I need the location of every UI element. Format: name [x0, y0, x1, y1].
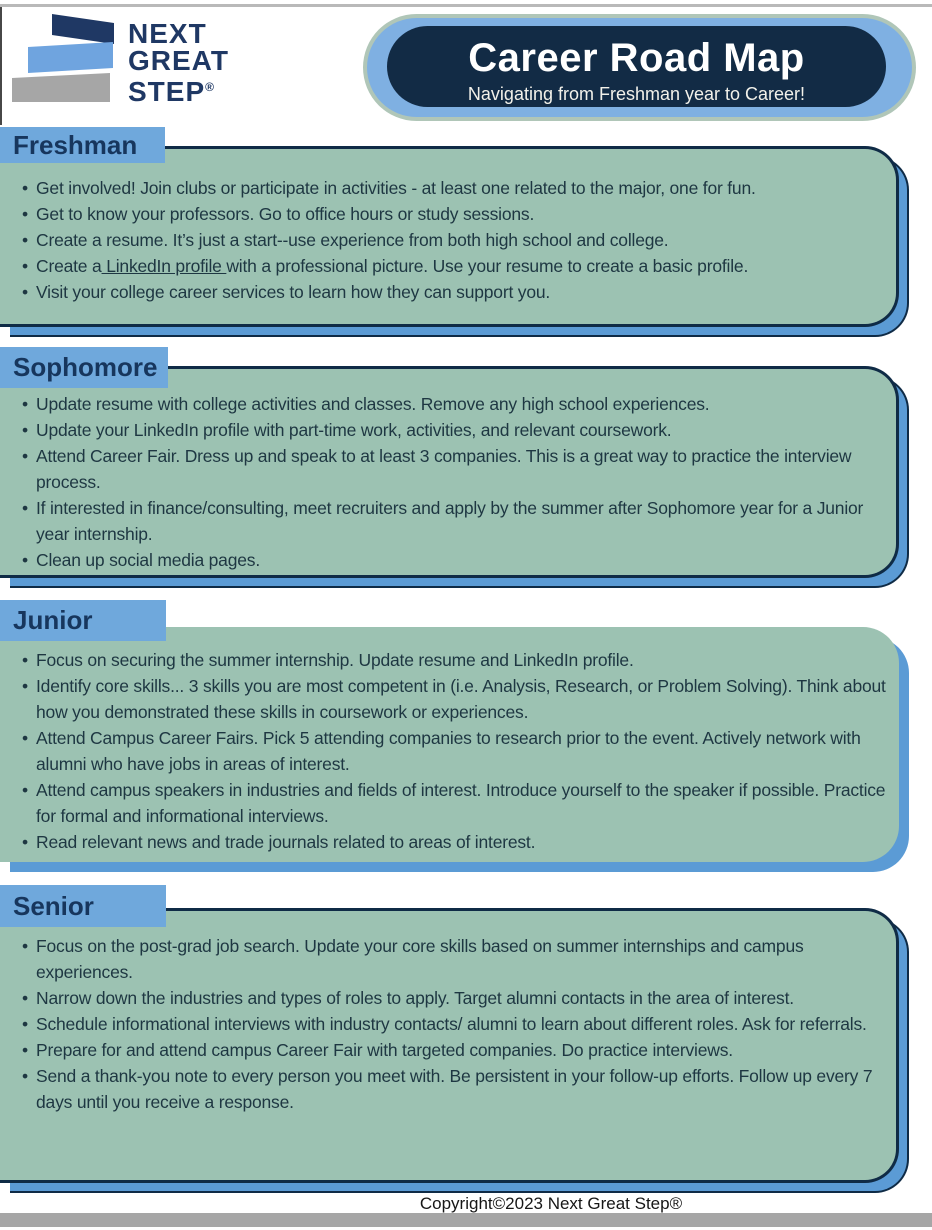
logo-line-3: STEP® [128, 76, 214, 107]
bottom-bar [0, 1213, 932, 1227]
page-subtitle: Navigating from Freshman year to Career! [467, 84, 806, 104]
top-divider [0, 4, 932, 7]
sophomore-bullet-list [0, 391, 896, 573]
list-item: • Create a resume. It’s just a start--use experience from both high school and college. [36, 227, 892, 253]
list-item: • Focus on the post-grad job search. Update your core skills based on summer internships and campus experiences. [36, 933, 892, 985]
senior-bullet-list [0, 933, 896, 1115]
list-item: • Narrow down the industries and types of roles to apply. Target alumni contacts in the area of interest. [36, 985, 892, 1011]
list-item: • Read relevant news and trade journals related to areas of interest. [36, 829, 895, 855]
section-label-junior: Junior [0, 600, 166, 641]
list-item: • Clean up social media pages. [36, 547, 892, 573]
list-item: • Update your LinkedIn profile with part-time work, activities, and relevant coursework. [36, 417, 892, 443]
left-edge-line [0, 7, 2, 125]
page-title: Career Road Map [468, 36, 805, 80]
list-item: • Update resume with college activities and classes. Remove any high school experiences. [36, 391, 892, 417]
banner-navy-pill [387, 26, 886, 107]
list-item: • Prepare for and attend campus Career Fair with targeted companies. Do practice interviews. [36, 1037, 892, 1063]
logo-steps-icon [6, 10, 121, 106]
freshman-card [0, 146, 899, 327]
list-item: • Get involved! Join clubs or participate in activities - at least one related to the major, one for fun. [36, 175, 892, 201]
sophomore-card [0, 366, 899, 578]
list-item: • Focus on securing the summer internship. Update resume and LinkedIn profile. [36, 647, 895, 673]
freshman-bullet-list [0, 175, 896, 305]
linkedin-profile-link[interactable]: LinkedIn profile [101, 256, 227, 276]
section-label-freshman: Freshman [0, 127, 165, 163]
list-item-text: with a professional picture. Use your resume to create a basic profile. [226, 256, 749, 276]
list-item: • Attend campus speakers in industries and fields of interest. Introduce yourself to the speaker if possible. Practice for formal and informational interviews. [36, 777, 895, 829]
list-item: • Attend Career Fair. Dress up and speak to at least 3 companies. This is a great way to practice the interview process. [36, 443, 892, 495]
list-item: • Send a thank-you note to every person you meet with. Be persistent in your follow-up efforts. Follow up every 7 days until you receive a response. [36, 1063, 892, 1115]
list-item [36, 253, 892, 279]
section-label-senior: Senior [0, 885, 166, 927]
logo-line-2: GREAT [128, 45, 229, 76]
list-item-text: Create a [36, 256, 102, 276]
list-item: • Visit your college career services to learn how they can support you. [36, 279, 892, 305]
list-item: • If interested in finance/consulting, meet recruiters and apply by the summer after Sophomore year for a Junior year internship. [36, 495, 892, 547]
list-item: • Get to know your professors. Go to office hours or study sessions. [36, 201, 892, 227]
senior-card [0, 908, 899, 1183]
logo [6, 10, 296, 110]
list-item: • Schedule informational interviews with industry contacts/ alumni to learn about different roles. Ask for referrals. [36, 1011, 892, 1037]
copyright-text: Copyright©2023 Next Great Step® [419, 1194, 683, 1213]
junior-card [0, 627, 899, 862]
banner-blue-ring [367, 18, 912, 117]
logo-line-1: NEXT [128, 18, 207, 49]
list-item: • Attend Campus Career Fairs. Pick 5 attending companies to research prior to the event. Actively network with alumni who have jobs in areas of interest. [36, 725, 895, 777]
logo-wordmark [128, 20, 229, 105]
junior-bullet-list [0, 647, 899, 855]
banner [363, 14, 916, 121]
list-item: • Identify core skills... 3 skills you are most competent in (i.e. Analysis, Research, or Problem Solving). Think about how you demonstrated these skills in coursework or experiences. [36, 673, 895, 725]
registered-mark: ® [205, 80, 214, 94]
section-label-sophomore: Sophomore [0, 347, 168, 388]
